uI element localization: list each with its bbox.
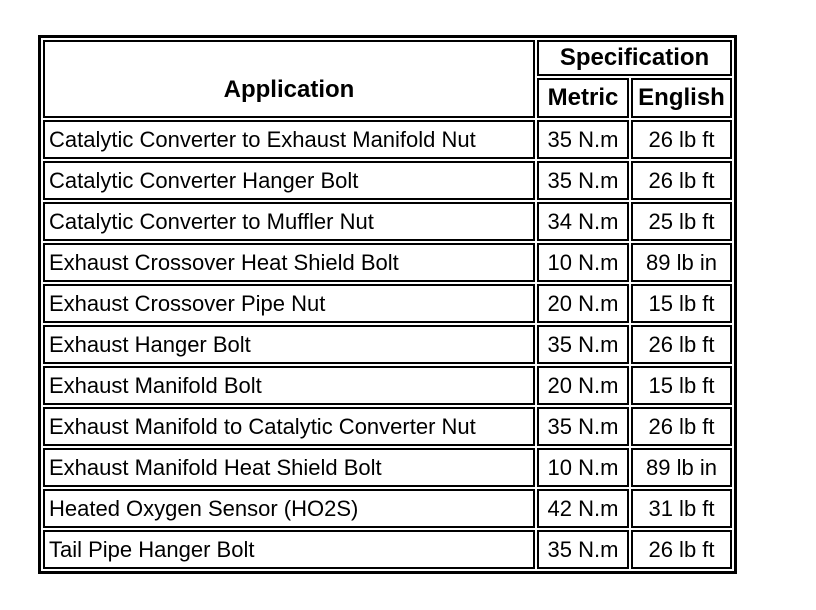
- english-value-cell: 26 lb ft: [631, 530, 732, 569]
- english-value-cell: 15 lb ft: [631, 284, 732, 323]
- column-header-specification: Specification: [537, 40, 732, 76]
- application-cell: Exhaust Crossover Pipe Nut: [43, 284, 535, 323]
- table-row: [43, 202, 732, 241]
- application-cell: Exhaust Manifold Bolt: [43, 366, 535, 405]
- application-cell: Exhaust Manifold to Catalytic Converter Nut: [43, 407, 535, 446]
- metric-value-cell: 10 N.m: [537, 243, 629, 282]
- table-row: [43, 284, 732, 323]
- table-row: [43, 489, 732, 528]
- application-cell: Exhaust Crossover Heat Shield Bolt: [43, 243, 535, 282]
- column-header-english: English: [631, 78, 732, 118]
- metric-value-cell: 20 N.m: [537, 366, 629, 405]
- english-value-cell: 15 lb ft: [631, 366, 732, 405]
- application-cell: Exhaust Manifold Heat Shield Bolt: [43, 448, 535, 487]
- table-row: [43, 120, 732, 159]
- application-cell: Catalytic Converter Hanger Bolt: [43, 161, 535, 200]
- application-cell: Exhaust Hanger Bolt: [43, 325, 535, 364]
- metric-value-cell: 10 N.m: [537, 448, 629, 487]
- metric-value-cell: 35 N.m: [537, 120, 629, 159]
- metric-value-cell: 34 N.m: [537, 202, 629, 241]
- table-row: [43, 161, 732, 200]
- header-row-top: [43, 40, 732, 76]
- metric-value-cell: 35 N.m: [537, 407, 629, 446]
- metric-value-cell: 35 N.m: [537, 530, 629, 569]
- table-row: [43, 243, 732, 282]
- table-row: [43, 448, 732, 487]
- column-header-metric: Metric: [537, 78, 629, 118]
- column-header-application: Application: [43, 40, 535, 118]
- table-row: [43, 366, 732, 405]
- english-value-cell: 26 lb ft: [631, 325, 732, 364]
- metric-value-cell: 20 N.m: [537, 284, 629, 323]
- table-row: [43, 530, 732, 569]
- english-value-cell: 25 lb ft: [631, 202, 732, 241]
- table-row: [43, 407, 732, 446]
- application-cell: Tail Pipe Hanger Bolt: [43, 530, 535, 569]
- metric-value-cell: 35 N.m: [537, 325, 629, 364]
- english-value-cell: 26 lb ft: [631, 161, 732, 200]
- metric-value-cell: 35 N.m: [537, 161, 629, 200]
- table-row: [43, 325, 732, 364]
- application-cell: Catalytic Converter to Exhaust Manifold Nut: [43, 120, 535, 159]
- english-value-cell: 89 lb in: [631, 448, 732, 487]
- english-value-cell: 26 lb ft: [631, 407, 732, 446]
- torque-specifications-table: [38, 35, 737, 574]
- english-value-cell: 31 lb ft: [631, 489, 732, 528]
- application-cell: Catalytic Converter to Muffler Nut: [43, 202, 535, 241]
- english-value-cell: 26 lb ft: [631, 120, 732, 159]
- metric-value-cell: 42 N.m: [537, 489, 629, 528]
- english-value-cell: 89 lb in: [631, 243, 732, 282]
- application-cell: Heated Oxygen Sensor (HO2S): [43, 489, 535, 528]
